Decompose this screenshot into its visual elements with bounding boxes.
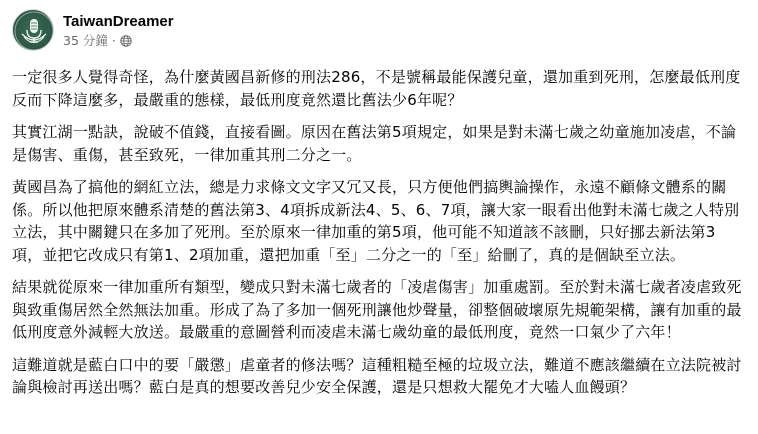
post-paragraph: 結果就從原來一律加重所有類型，變成只對未滿七歲者的「凌虐傷害」加重處罰。至於對未滿七歲者凌虐致死與致重傷居然全然無法加重。形成了為了多加一個死刑讓他炒聲量，卻整個破壞原先規範架構，讓有加重的最低刑度意外減輕大放送。最嚴重的意圖營利而凌虐未滿七歲幼童的最低刑度，竟然一口氣少了六年！ <box>12 278 742 341</box>
post-paragraph: 一定很多人覺得奇怪，為什麼黃國昌新修的刑法286，不是號稱最能保護兒童，還加重到死刑，怎麼最低刑度反而下降這麼多，最嚴重的態樣，最低刑度竟然還比舊法少6年呢？ <box>12 68 741 109</box>
post-header <box>12 0 744 60</box>
globe-icon <box>120 35 132 47</box>
separator-dot: · <box>111 32 116 48</box>
post-paragraph: 黃國昌為了搞他的網紅立法，總是力求條文文字又冗又長，只方便他們搞輿論操作，永遠不顧條文體系的關係。所以他把原來體系清楚的舊法第3、4項拆成新法4、5、6、7項，讓大家一眼看出他對未滿七歲之人特別立法，其中關鍵只在多加了死刑。至於原來一律加重的第5項，他可能不知道該不該刪，只好挪去新法第3項，並把它改成只有第1、2項加重，還把加重「至」二分之一的「至」給刪了，真的是個缺至立法。 <box>12 178 740 264</box>
microphone-logo-icon <box>13 10 54 51</box>
author-name[interactable]: TaiwanDreamer <box>63 12 174 30</box>
post-paragraph: 其實江湖一點訣，說破不值錢，直接看圖。原因在舊法第5項規定，如果是對未滿七歲之幼童施加凌虐，不論是傷害、重傷，甚至致死，一律加重其刑二分之一。 <box>12 123 737 164</box>
post-subline <box>63 33 174 49</box>
post-meta <box>63 12 174 49</box>
post-body <box>12 66 744 399</box>
post-timestamp[interactable]: 35 分鐘 <box>63 32 108 48</box>
post-paragraph: 這難道就是藍白口中的要「嚴懲」虐童者的修法嗎？這種粗糙至極的垃圾立法，難道不應該繼續在立法院被討論與檢討再送出嗎？藍白是真的想要改善兒少安全保護，還是只想救大罷免才大嗑人血饅頭？ <box>12 355 742 396</box>
avatar[interactable] <box>12 9 54 51</box>
